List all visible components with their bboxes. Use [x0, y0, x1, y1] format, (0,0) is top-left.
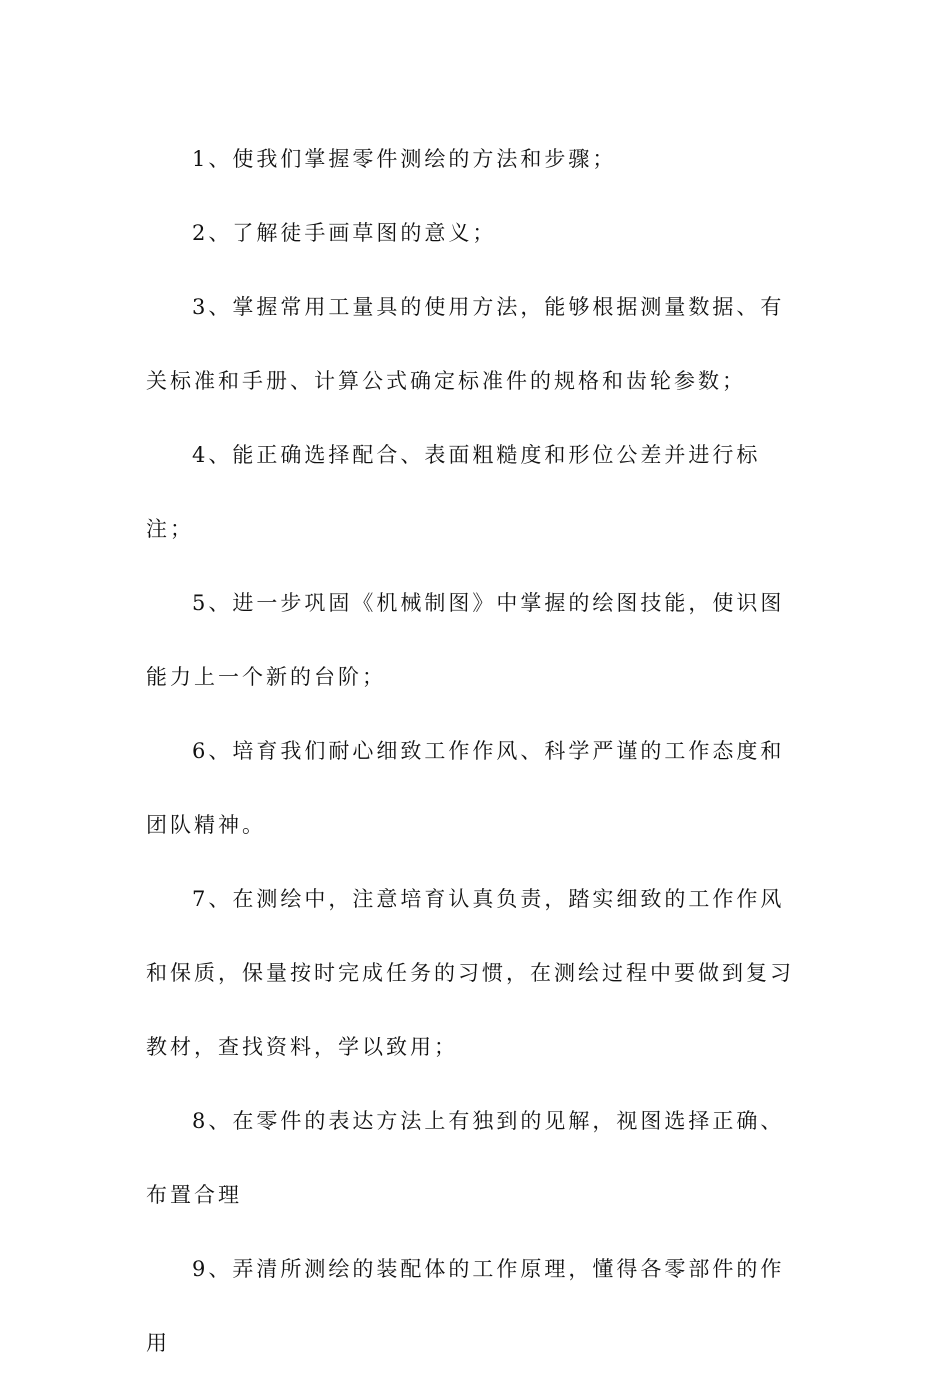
paragraph-item-9: 9、弄清所测绘的装配体的工作原理，懂得各零部件的作用: [146, 1257, 785, 1355]
document-body: [146, 122, 804, 1380]
paragraph-item-1: 1、使我们掌握零件测绘的方法和步骤；: [192, 147, 617, 171]
paragraph-item-5: 5、进一步巩固《机械制图》中掌握的绘图技能，使识图能力上一个新的台阶；: [146, 591, 785, 689]
paragraph-item-3: 3、掌握常用工量具的使用方法，能够根据测量数据、有关标准和手册、计算公式确定标准件的规格和齿轮参数；: [146, 295, 785, 393]
paragraph-item-2: 2、了解徒手画草图的意义；: [192, 221, 497, 245]
paragraph-item-8: 8、在零件的表达方法上有独到的见解，视图选择正确、布置合理: [146, 1109, 785, 1207]
paragraph-item-4: 4、能正确选择配合、表面粗糙度和形位公差并进行标注；: [146, 443, 761, 541]
paragraph-item-6: 6、培育我们耐心细致工作作风、科学严谨的工作态度和团队精神。: [146, 739, 785, 837]
paragraph-item-7: 7、在测绘中，注意培育认真负责，踏实细致的工作作风和保质，保量按时完成任务的习惯，在测绘过程中要做到复习教材，查找资料，学以致用；: [146, 887, 794, 1059]
